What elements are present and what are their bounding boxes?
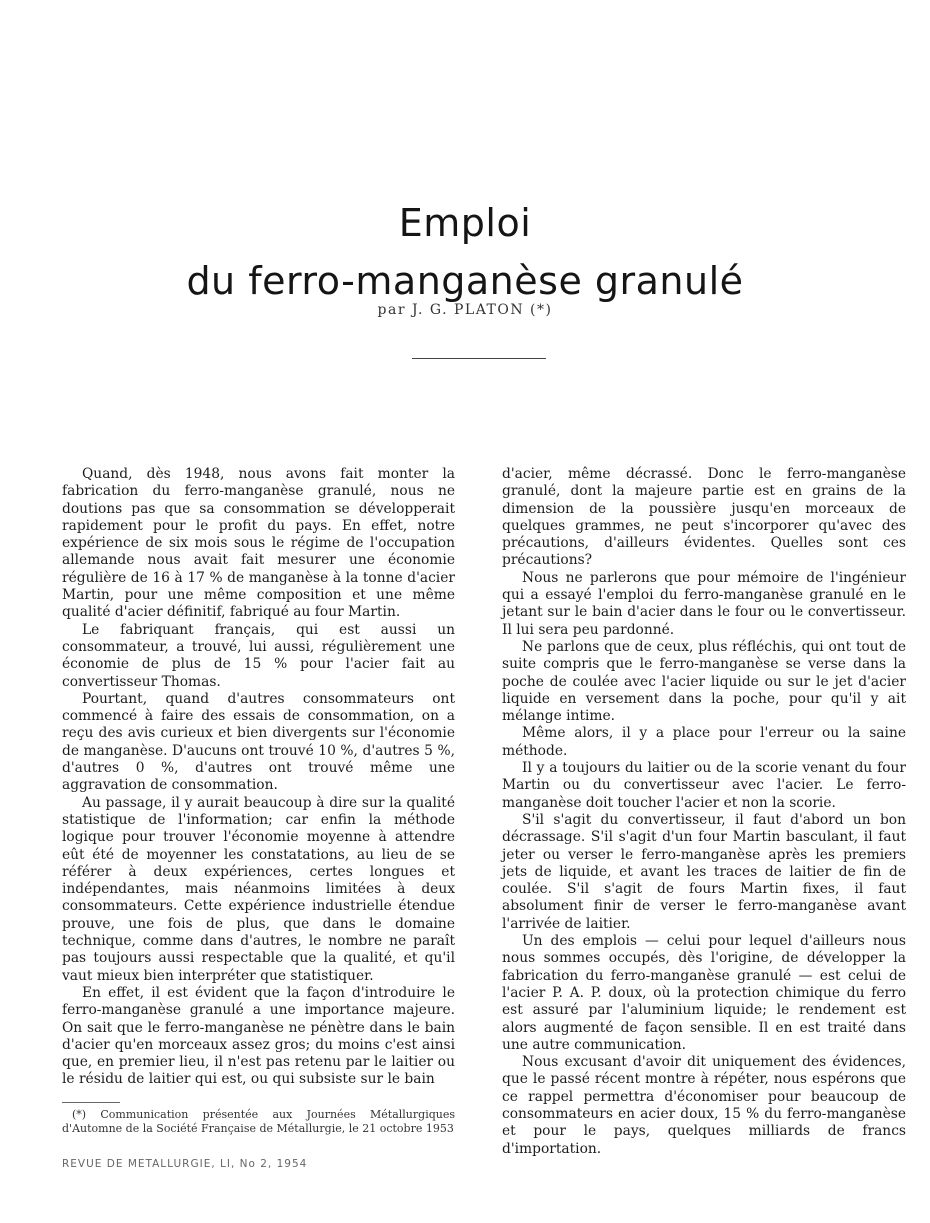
- title-divider: [412, 358, 546, 359]
- paragraph: Un des emplois — celui pour lequel d'ailleurs nous nous sommes occupés, dès l'origine, de développer la fabrication du ferro-manganèse granulé — est celui de l'acier P. A. P. doux, où la protection chimique du ferro est assuré par l'aluminium liquide; le rendement est alors augmenté de façon sensible. Il en est traité dans une autre communication.: [502, 933, 906, 1053]
- paragraph-continuation: d'acier, même décrassé. Donc le ferro-manganèse granulé, dont la majeure partie est en grains de la dimension de la poussière jusqu'en morceaux de quelques grammes, ne peut s'incorporer qu'avec des précautions, d'ailleurs évidentes. Quelles sont ces précautions?: [502, 466, 906, 569]
- paragraph: S'il s'agit du convertisseur, il faut d'abord un bon décrassage. S'il s'agit d'un four Martin basculant, il faut jeter ou verser le ferro-manganèse après les premiers jets de liquide, et avant les traces de laitier de fin de coulée. S'il s'agit de fours Martin fixes, il faut absolument finir de verser le ferro-manganèse avant l'arrivée de laitier.: [502, 811, 906, 932]
- footnote: (*) Communication présentée aux Journées Métallurgiques d'Automne de la Société Française de Métallurgie, le 21 octobre 1953: [62, 1108, 455, 1135]
- paragraph: En effet, il est évident que la façon d'introduire le ferro-manganèse granulé a une importance majeure. On sait que le ferro-manganèse ne pénètre dans le bain d'acier qu'en morceaux assez gros; du moins c'est ainsi que, en premier lieu, il n'est pas retenu par le laitier ou le résidu de laitier qui est, ou qui subsiste sur le bain: [62, 984, 455, 1088]
- title-line-1: Emploi: [398, 201, 532, 246]
- paragraph: Quand, dès 1948, nous avons fait monter la fabrication du ferro-manganèse granulé, nous ne doutions pas que sa consommation se développerait rapidement pour le profit du pays. En effet, notre expérience de six mois sous le régime de l'occupation allemande nous avait fait mesurer une économie régulière de 16 à 17 % de manganèse à la tonne d'acier Martin, pour une même composition et une même qualité d'acier définitif, fabriqué au four Martin.: [62, 466, 455, 621]
- paragraph: Nous excusant d'avoir dit uniquement des évidences, que le passé récent montre à répéter, nous espérons que ce rappel permettra d'économiser pour beaucoup de consommateurs en acier doux, 15 % du ferro-manganèse et pour le pays, quelques milliards de francs d'importation.: [502, 1054, 906, 1157]
- paragraph: Au passage, il y aurait beaucoup à dire sur la qualité statistique de l'information; car enfin la méthode logique pour trouver l'économie moyenne à attendre eût été de moyenner les constatations, au lieu de se référer à deux expériences, certes longues et indépendantes, mais néanmoins limitées à deux consommateurs. Cette expérience industrielle étendue prouve, une fois de plus, que dans le domaine technique, comme dans d'autres, le nombre ne paraît pas toujours aussi respectable que la qualité, et qu'il vaut mieux bien interpréter que statistiquer.: [62, 794, 455, 984]
- footnote-divider: [62, 1102, 120, 1103]
- title-line-2: du ferro-manganèse granulé: [186, 259, 744, 304]
- right-column: [502, 466, 906, 1158]
- paragraph: Il y a toujours du laitier ou de la scorie venant du four Martin ou du convertisseur avec l'acier. Le ferro-manganèse doit toucher l'acier et non la scorie.: [502, 760, 906, 811]
- author-byline: par J. G. PLATON (*): [377, 302, 553, 318]
- paragraph: Ne parlons que de ceux, plus réfléchis, qui ont tout de suite compris que le ferro-manganèse se verse dans la poche de coulée avec l'acier liquide ou sur le jet d'acier liquide en versement dans la poche, pour qu'il y ait mélange intime.: [502, 638, 906, 725]
- paragraph: Pourtant, quand d'autres consommateurs ont commencé à faire des essais de consommation, on a reçu des avis curieux et bien divergents sur l'économie de manganèse. D'aucuns ont trouvé 10 %, d'autres 5 %, d'autres 0 %, d'autres ont trouvé même une aggravation de consommation.: [62, 690, 455, 794]
- paragraph: Même alors, il y a place pour l'erreur ou la saine méthode.: [502, 725, 906, 759]
- paragraph: Nous ne parlerons que pour mémoire de l'ingénieur qui a essayé l'emploi du ferro-manganèse granulé en le jetant sur le bain d'acier dans le four ou le convertisseur. Il lui sera peu pardonné.: [502, 569, 906, 638]
- left-column: [62, 466, 455, 1089]
- running-footer: REVUE DE METALLURGIE, LI, No 2, 1954: [62, 1158, 308, 1170]
- paragraph: Le fabriquant français, qui est aussi un consommateur, a trouvé, lui aussi, régulièrement une économie de plus de 15 % pour l'acier fait au convertisseur Thomas.: [62, 621, 455, 690]
